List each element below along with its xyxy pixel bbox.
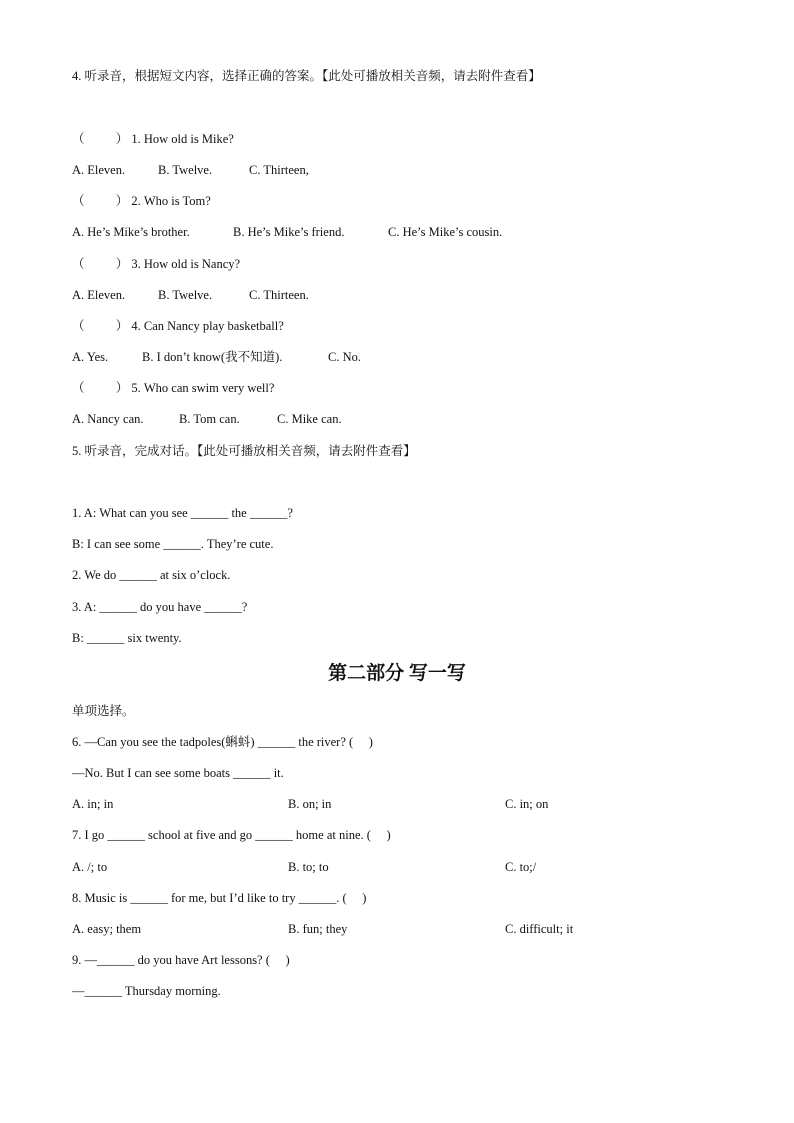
- option-c: C. Thirteen.: [249, 288, 309, 302]
- q4-item-5-question: （ ） 5. Who can swim very well?: [72, 381, 275, 395]
- q8-option-b: B. fun; they: [288, 922, 348, 936]
- q6-followup: —No. But I can see some boats ______ it.: [72, 766, 284, 780]
- option-a: A. Yes.: [72, 350, 109, 364]
- option-c: C. Thirteen,: [249, 163, 309, 177]
- q6-option-b: B. on; in: [288, 797, 332, 811]
- option-b: B. I don’t know(我不知道).: [142, 350, 283, 364]
- q4-item-4-question: （ ） 4. Can Nancy play basketball?: [72, 319, 284, 333]
- q4-item-3-options: [72, 287, 309, 303]
- q5-line-1: 1. A: What can you see ______ the ______?: [72, 506, 293, 520]
- option-c: C. He’s Mike’s cousin.: [388, 225, 503, 239]
- option-b: B. Twelve.: [158, 288, 213, 302]
- q8-option-c: C. difficult; it: [505, 922, 574, 936]
- q6-option-c: C. in; on: [505, 797, 549, 811]
- section-heading: 第二部分 写一写: [328, 663, 466, 684]
- q5-line-4: 3. A: ______ do you have ______?: [72, 600, 248, 614]
- q8-question: 8. Music is ______ for me, but I’d like to try ______. ( ): [72, 891, 367, 905]
- q5-line-3: 2. We do ______ at six o’clock.: [72, 568, 231, 582]
- option-a: A. He’s Mike’s brother.: [72, 225, 190, 239]
- q9-question: 9. —______ do you have Art lessons? ( ): [72, 953, 290, 967]
- option-c: C. Mike can.: [277, 412, 342, 426]
- q6-option-a: A. in; in: [72, 797, 114, 811]
- q4-item-2-options: [72, 224, 502, 240]
- q4-instruction: 4. 听录音，根据短文内容，选择正确的答案。【此处可播放相关音频，请去附件查看】: [72, 69, 541, 83]
- q7-option-a: A. /; to: [72, 860, 108, 874]
- q8-option-a: A. easy; them: [72, 922, 142, 936]
- option-b: B. He’s Mike’s friend.: [233, 225, 345, 239]
- q4-item-1-options: [72, 162, 309, 178]
- q4-item-5-options: [72, 411, 342, 427]
- q5-instruction: 5. 听录音，完成对话。【此处可播放相关音频，请去附件查看】: [72, 444, 416, 458]
- option-a: A. Eleven.: [72, 288, 126, 302]
- q5-line-5: B: ______ six twenty.: [72, 631, 182, 645]
- q9-followup: —______ Thursday morning.: [72, 984, 221, 998]
- q5-line-2: B: I can see some ______. They’re cute.: [72, 537, 274, 551]
- q4-item-1-question: （ ） 1. How old is Mike?: [72, 132, 234, 146]
- q4-item-3-question: （ ） 3. How old is Nancy?: [72, 257, 241, 271]
- option-a: A. Eleven.: [72, 163, 126, 177]
- option-b: B. Twelve.: [158, 163, 213, 177]
- q4-item-4-options: [72, 349, 361, 365]
- section-subheading: 单项选择。: [72, 704, 135, 718]
- q7-option-c: C. to;/: [505, 860, 537, 874]
- q7-question: 7. I go ______ school at five and go ______ home at nine. ( ): [72, 828, 391, 842]
- q6-question: 6. —Can you see the tadpoles(蝌蚪) ______ the river? ( ): [72, 735, 373, 749]
- q7-option-b: B. to; to: [288, 860, 329, 874]
- option-b: B. Tom can.: [179, 412, 240, 426]
- q4-item-2-question: （ ） 2. Who is Tom?: [72, 194, 211, 208]
- option-c: C. No.: [328, 350, 361, 364]
- option-a: A. Nancy can.: [72, 412, 144, 426]
